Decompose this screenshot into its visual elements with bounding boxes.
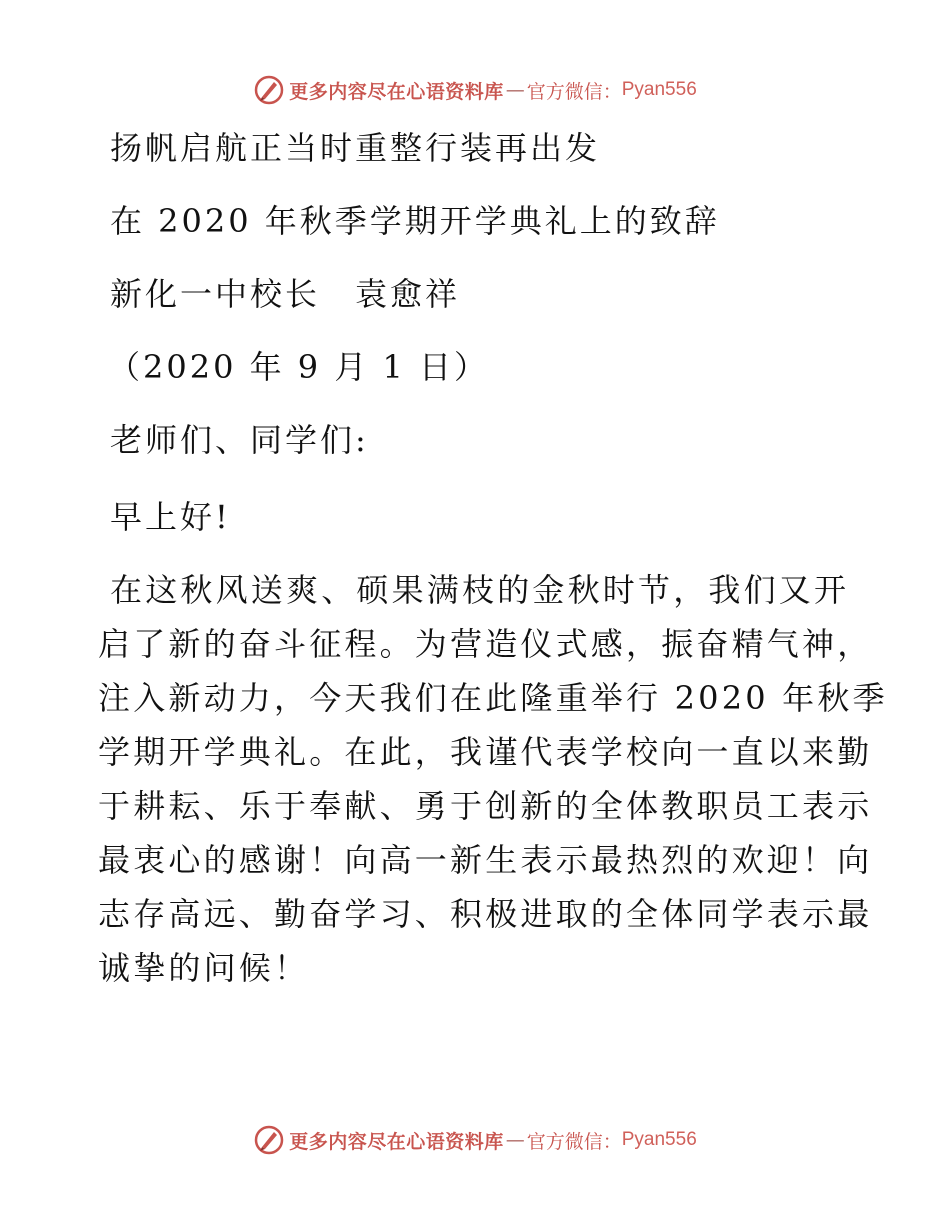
paragraph-line: 学期开学典礼。在此，我谨代表学校向一直以来勤 — [98, 733, 873, 771]
watermark-banner-top — [0, 70, 950, 110]
paragraph-line: 注入新动力，今天我们在此隆重举行 2020 年秋季 — [98, 679, 888, 717]
pen-logo-icon — [253, 1124, 285, 1156]
paragraph-line: 最衷心的感谢！向高一新生表示最热烈的欢迎！向 — [98, 841, 873, 879]
document-date: （2020 年 9 月 1 日） — [108, 348, 490, 386]
greeting: 早上好! — [110, 498, 231, 536]
document-author: 新化一中校长 袁愈祥 — [110, 275, 461, 313]
paragraph-line: 启了新的奋斗征程。为营造仪式感，振奋精气神， — [98, 625, 873, 663]
salutation: 老师们、同学们: — [110, 421, 369, 459]
watermark-separator: — — [505, 1129, 525, 1151]
body-paragraph — [98, 568, 888, 1000]
watermark-wechat-label: 官方微信： — [526, 81, 622, 103]
watermark-wechat-id: Pyan556 — [621, 1129, 697, 1150]
watermark-banner-bottom — [0, 1120, 950, 1160]
paragraph-line: 志存高远、勤奋学习、积极进取的全体同学表示最 — [98, 895, 873, 933]
watermark-separator: — — [505, 79, 525, 101]
paragraph-line: 诚挚的问候！ — [98, 949, 310, 987]
watermark-text: 更多内容尽在心语资料库 — [289, 80, 504, 103]
watermark-wechat-label: 官方微信： — [526, 1131, 622, 1153]
watermark-wechat-id: Pyan556 — [621, 79, 697, 100]
pen-logo-icon — [253, 74, 285, 106]
document-subtitle: 在 2020 年秋季学期开学典礼上的致辞 — [110, 202, 720, 240]
watermark-text: 更多内容尽在心语资料库 — [289, 1130, 504, 1153]
document-title: 扬帆启航正当时重整行装再出发 — [110, 129, 601, 167]
paragraph-line: 于耕耘、乐于奉献、勇于创新的全体教职员工表示 — [98, 787, 873, 825]
paragraph-line: 在这秋风送爽、硕果满枝的金秋时节，我们又开 — [110, 571, 850, 609]
